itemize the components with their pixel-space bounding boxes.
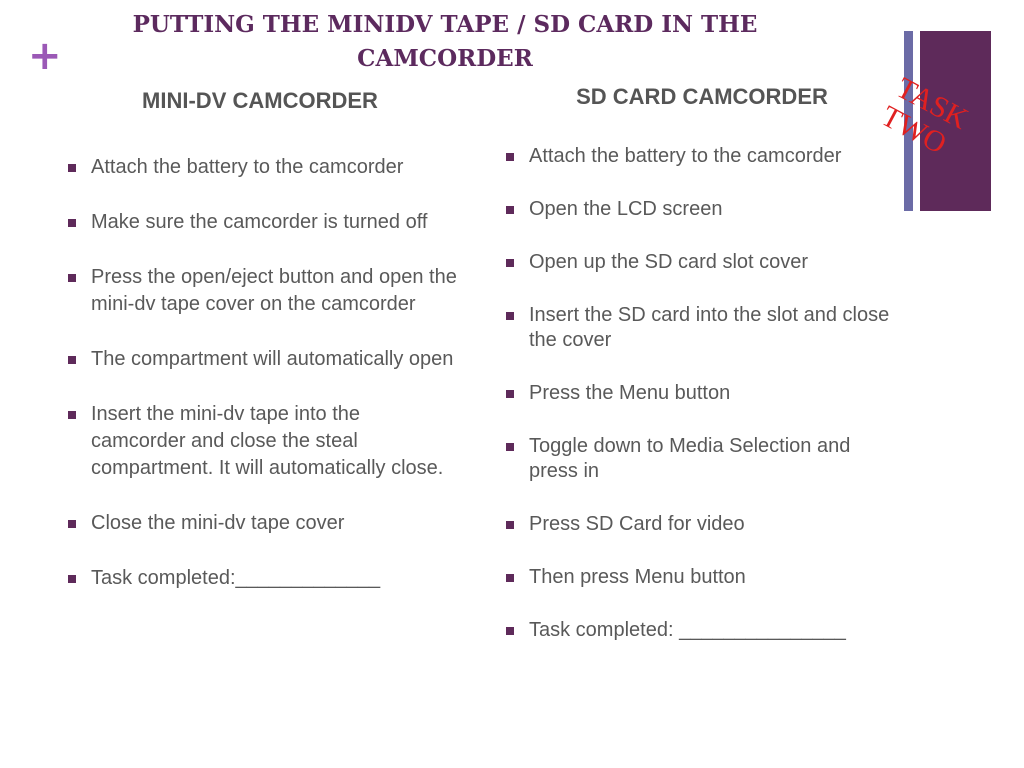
list-item	[66, 510, 458, 537]
square-bullet-icon	[68, 356, 76, 364]
square-bullet-icon	[68, 520, 76, 528]
step-text: Open up the SD card slot cover	[529, 251, 809, 273]
plus-icon: +	[28, 33, 62, 79]
step-text: Make sure the camcorder is turned off	[91, 211, 428, 233]
sd-card-column	[504, 84, 904, 671]
square-bullet-icon	[68, 219, 76, 227]
square-bullet-icon	[506, 627, 514, 635]
list-item	[504, 434, 904, 484]
list-item	[504, 197, 904, 222]
step-text: Insert the mini-dv tape into the camcorder and close the steal compartment. It will automatically close.	[91, 403, 444, 479]
square-bullet-icon	[68, 164, 76, 172]
list-item	[66, 209, 458, 236]
step-text: The compartment will automatically open	[91, 348, 454, 370]
list-item	[66, 346, 458, 373]
square-bullet-icon	[68, 274, 76, 282]
step-text: Press the open/eject button and open the mini-dv tape cover on the camcorder	[91, 266, 457, 315]
step-text: Then press Menu button	[529, 566, 746, 588]
step-text: Open the LCD screen	[529, 198, 723, 220]
list-item	[504, 303, 904, 353]
step-text: Task completed:_____________	[91, 567, 381, 589]
square-bullet-icon	[68, 411, 76, 419]
list-item	[504, 381, 904, 406]
step-text: Close the mini-dv tape cover	[91, 512, 345, 534]
square-bullet-icon	[506, 153, 514, 161]
mini-dv-heading: MINI-DV CAMCORDER	[142, 88, 378, 113]
list-item	[504, 618, 904, 643]
sd-card-steps-list	[504, 144, 904, 643]
mini-dv-steps-list	[66, 154, 458, 592]
square-bullet-icon	[506, 574, 514, 582]
list-item	[66, 154, 458, 181]
square-bullet-icon	[506, 390, 514, 398]
list-item	[66, 565, 458, 592]
sd-card-heading: SD CARD CAMCORDER	[576, 84, 828, 109]
square-bullet-icon	[506, 259, 514, 267]
square-bullet-icon	[506, 521, 514, 529]
step-text: Attach the battery to the camcorder	[529, 145, 842, 167]
task-two-label: TASK TWO	[875, 71, 974, 161]
square-bullet-icon	[506, 312, 514, 320]
step-text: Insert the SD card into the slot and close the cover	[529, 304, 890, 351]
step-text: Press SD Card for video	[529, 513, 745, 535]
mini-dv-column	[66, 88, 458, 620]
step-text: Task completed: _______________	[529, 619, 846, 641]
list-item	[66, 401, 458, 482]
square-bullet-icon	[506, 443, 514, 451]
list-item	[504, 250, 904, 275]
step-text: Press the Menu button	[529, 382, 731, 404]
square-bullet-icon	[68, 575, 76, 583]
slide-title: PUTTING THE MINIDV TAPE / SD CARD IN THE CAMCORDER	[132, 11, 758, 72]
list-item	[504, 144, 904, 169]
list-item	[66, 264, 458, 318]
step-text: Toggle down to Media Selection and press in	[529, 435, 851, 482]
step-text: Attach the battery to the camcorder	[91, 156, 404, 178]
list-item	[504, 512, 904, 537]
list-item	[504, 565, 904, 590]
square-bullet-icon	[506, 206, 514, 214]
